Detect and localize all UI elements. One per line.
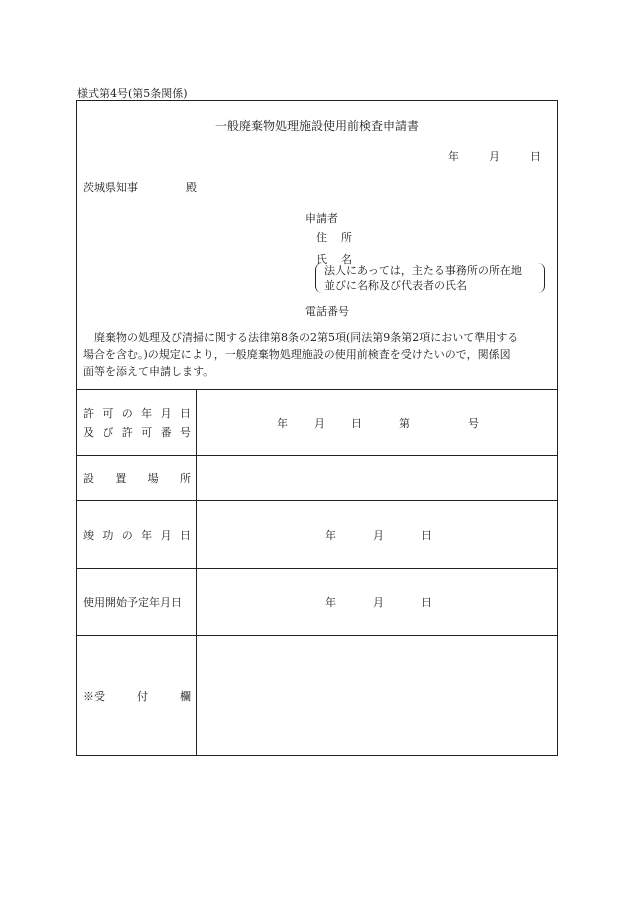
permit-row	[77, 389, 557, 455]
application-statement	[83, 329, 551, 380]
label-char: び	[102, 426, 114, 439]
label-char: 可	[141, 426, 153, 439]
completion-row	[77, 500, 557, 568]
applicant-heading: 申請者	[305, 212, 338, 225]
label-char: 月	[160, 407, 172, 420]
address-label-char: 住	[316, 231, 327, 244]
label-char: ※受	[83, 690, 105, 703]
label-char: の	[121, 528, 133, 542]
reception-row	[77, 635, 557, 756]
start-day: 日	[421, 596, 432, 609]
reception-value[interactable]	[197, 636, 557, 756]
label-char: 所	[179, 472, 191, 485]
label-char: 号	[179, 426, 191, 439]
form-table	[77, 389, 557, 756]
address-label	[316, 229, 352, 245]
reception-label	[77, 636, 197, 756]
start-date-label-text: 使用開始予定年月日	[83, 596, 182, 609]
addressee-name: 茨城県知事	[83, 181, 138, 194]
permit-month: 月	[314, 416, 325, 430]
label-char: 欄	[180, 690, 191, 703]
document-title: 一般廃棄物処理施設使用前検査申請書	[214, 119, 419, 133]
start-date-label	[77, 569, 197, 635]
addressee-suffix: 殿	[186, 181, 197, 194]
permit-label	[77, 390, 197, 455]
start-year: 年	[325, 596, 336, 609]
label-char: の	[121, 407, 133, 420]
completion-label	[77, 501, 197, 568]
label-char: 日	[179, 407, 191, 420]
label-char: 許	[83, 407, 94, 420]
date-year: 年	[448, 150, 459, 163]
permit-day: 日	[351, 416, 362, 430]
label-char: 月	[160, 528, 172, 542]
statement-line: 場合を含む。)の規定により，一般廃棄物処理施設の使用前検査を受けたいので，関係図	[83, 348, 511, 361]
reception-label-text	[83, 688, 191, 704]
label-char: 功	[102, 528, 114, 542]
start-date-value[interactable]	[197, 569, 557, 635]
label-char: 年	[141, 407, 153, 420]
phone-label: 電話番号	[305, 305, 349, 318]
label-char: 設	[83, 472, 94, 485]
form-header	[77, 101, 557, 389]
address-label-char: 所	[341, 231, 352, 244]
completion-label-text	[83, 527, 191, 543]
completion-day: 日	[421, 528, 432, 542]
label-char: 可	[102, 407, 114, 420]
corporation-note	[315, 263, 545, 293]
label-char: 置	[115, 472, 127, 485]
label-char: 許	[121, 426, 133, 439]
location-label-text	[83, 470, 191, 486]
permit-number-prefix: 第	[399, 416, 410, 430]
name-label-char: 氏	[316, 253, 327, 266]
permit-label-line2	[83, 424, 191, 440]
completion-value[interactable]	[197, 501, 557, 568]
statement-line: 面等を添えて申請します。	[83, 365, 215, 378]
form-number: 様式第4号(第5条関係)	[77, 87, 188, 100]
start-month: 月	[373, 596, 384, 609]
application-date	[418, 148, 541, 164]
label-char: 場	[147, 472, 159, 485]
permit-year: 年	[277, 416, 288, 430]
label-char: 日	[179, 528, 191, 542]
location-row	[77, 455, 557, 500]
start-date-row	[77, 568, 557, 635]
label-char: 付	[137, 690, 148, 703]
permit-number-suffix: 号	[468, 416, 479, 430]
label-char: 番	[160, 426, 172, 439]
completion-month: 月	[373, 528, 384, 542]
label-char: 竣	[83, 528, 94, 542]
date-month: 月	[489, 150, 500, 163]
name-label-char: 名	[341, 253, 352, 266]
permit-value[interactable]	[197, 390, 557, 455]
completion-year: 年	[325, 528, 336, 542]
application-form	[76, 100, 558, 756]
statement-line: 廃棄物の処理及び清掃に関する法律第8条の2第5項(同法第9条第2項において準用する	[94, 331, 519, 344]
permit-label-line1	[83, 405, 191, 421]
location-value[interactable]	[197, 456, 557, 500]
label-char: 年	[141, 528, 153, 542]
corporation-note-line2: 並びに名称及び代表者の氏名	[324, 279, 467, 292]
label-char: 及	[83, 426, 94, 439]
date-day: 日	[530, 150, 541, 163]
addressee	[83, 179, 197, 195]
corporation-note-line1: 法人にあっては，主たる事務所の所在地	[324, 264, 522, 277]
location-label	[77, 456, 197, 500]
